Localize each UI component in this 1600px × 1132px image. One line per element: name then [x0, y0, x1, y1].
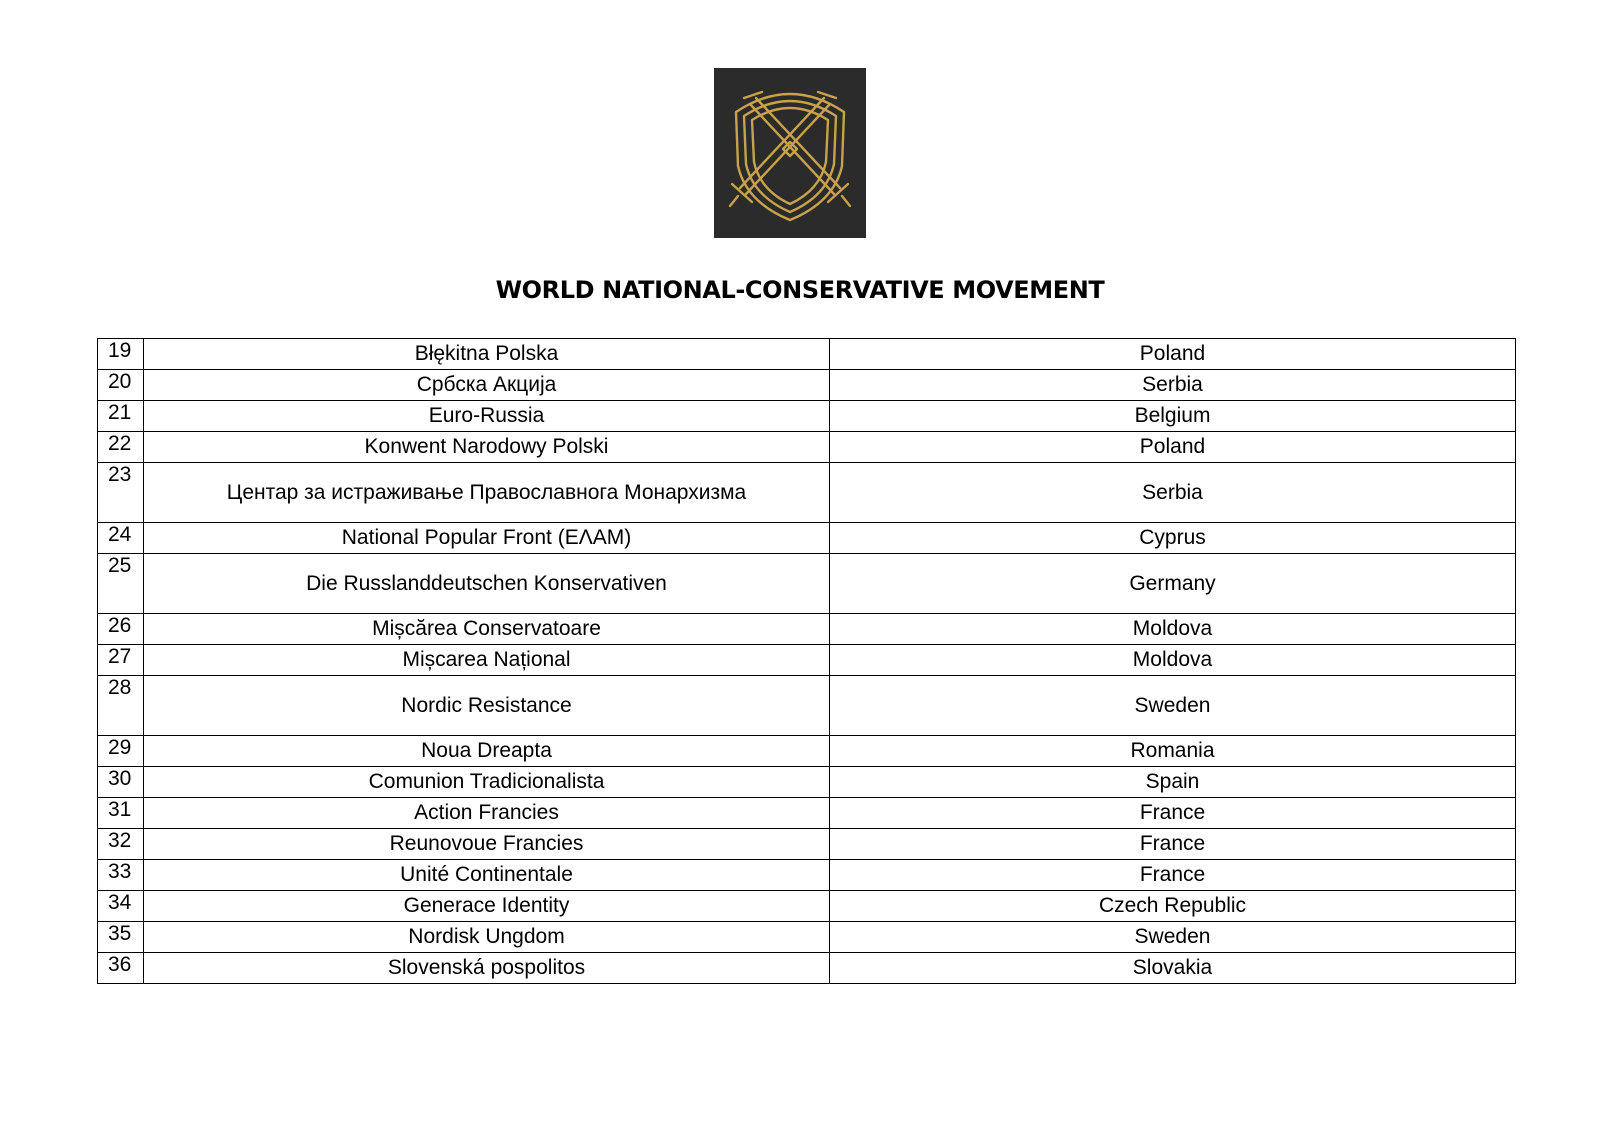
country-name: Poland [830, 339, 1516, 370]
row-number: 35 [98, 922, 144, 953]
country-name: Spain [830, 767, 1516, 798]
organization-logo [714, 68, 866, 238]
country-name: Serbia [830, 463, 1516, 523]
country-name: Germany [830, 554, 1516, 614]
row-number: 20 [98, 370, 144, 401]
organization-name: Die Russlanddeutschen Konservativen [144, 554, 830, 614]
table-body [98, 339, 1516, 984]
country-name: Moldova [830, 614, 1516, 645]
row-number: 21 [98, 401, 144, 432]
table-row [98, 554, 1516, 614]
row-number: 24 [98, 523, 144, 554]
organization-name: Action Francies [144, 798, 830, 829]
table-row [98, 891, 1516, 922]
table-row [98, 736, 1516, 767]
document-title: WORLD NATIONAL-CONSERVATIVE MOVEMENT [495, 276, 1105, 304]
row-number: 34 [98, 891, 144, 922]
organization-name: Comunion Tradicionalista [144, 767, 830, 798]
table-row [98, 645, 1516, 676]
country-name: France [830, 829, 1516, 860]
row-number: 36 [98, 953, 144, 984]
country-name: Cyprus [830, 523, 1516, 554]
table-row [98, 829, 1516, 860]
country-name: Serbia [830, 370, 1516, 401]
table-row [98, 676, 1516, 736]
country-name: Sweden [830, 922, 1516, 953]
table-row [98, 401, 1516, 432]
table-row [98, 432, 1516, 463]
organization-name: Noua Dreapta [144, 736, 830, 767]
row-number: 26 [98, 614, 144, 645]
row-number: 28 [98, 676, 144, 736]
organization-name: Mișcărea Conservatoare [144, 614, 830, 645]
organization-name: Nordic Resistance [144, 676, 830, 736]
country-name: Belgium [830, 401, 1516, 432]
organization-name: Nordisk Ungdom [144, 922, 830, 953]
row-number: 29 [98, 736, 144, 767]
row-number: 19 [98, 339, 144, 370]
table-row [98, 922, 1516, 953]
organization-name: Unité Continentale [144, 860, 830, 891]
table-row [98, 953, 1516, 984]
country-name: Sweden [830, 676, 1516, 736]
row-number: 25 [98, 554, 144, 614]
organization-name: Reunovoue Francies [144, 829, 830, 860]
organization-name: Euro-Russia [144, 401, 830, 432]
organizations-table [97, 338, 1516, 984]
table-row [98, 767, 1516, 798]
table-row [98, 339, 1516, 370]
crossed-swords-shield-icon [714, 68, 866, 238]
country-name: Romania [830, 736, 1516, 767]
organization-name: Србска Акција [144, 370, 830, 401]
organization-name: Slovenská pospolitos [144, 953, 830, 984]
row-number: 30 [98, 767, 144, 798]
table-row [98, 370, 1516, 401]
row-number: 33 [98, 860, 144, 891]
table-row [98, 614, 1516, 645]
organization-name: Mișcarea Național [144, 645, 830, 676]
row-number: 32 [98, 829, 144, 860]
row-number: 23 [98, 463, 144, 523]
organization-name: Центар за истраживање Православнога Монархизма [144, 463, 830, 523]
table-row [98, 860, 1516, 891]
table-row [98, 463, 1516, 523]
country-name: Poland [830, 432, 1516, 463]
organization-name: Generace Identity [144, 891, 830, 922]
row-number: 27 [98, 645, 144, 676]
row-number: 31 [98, 798, 144, 829]
organization-name: National Popular Front (ЕΛΑΜ) [144, 523, 830, 554]
country-name: Moldova [830, 645, 1516, 676]
table-row [98, 523, 1516, 554]
country-name: France [830, 860, 1516, 891]
row-number: 22 [98, 432, 144, 463]
country-name: Slovakia [830, 953, 1516, 984]
organization-name: Konwent Narodowy Polski [144, 432, 830, 463]
country-name: France [830, 798, 1516, 829]
table-row [98, 798, 1516, 829]
organization-name: Błękitna Polska [144, 339, 830, 370]
country-name: Czech Republic [830, 891, 1516, 922]
